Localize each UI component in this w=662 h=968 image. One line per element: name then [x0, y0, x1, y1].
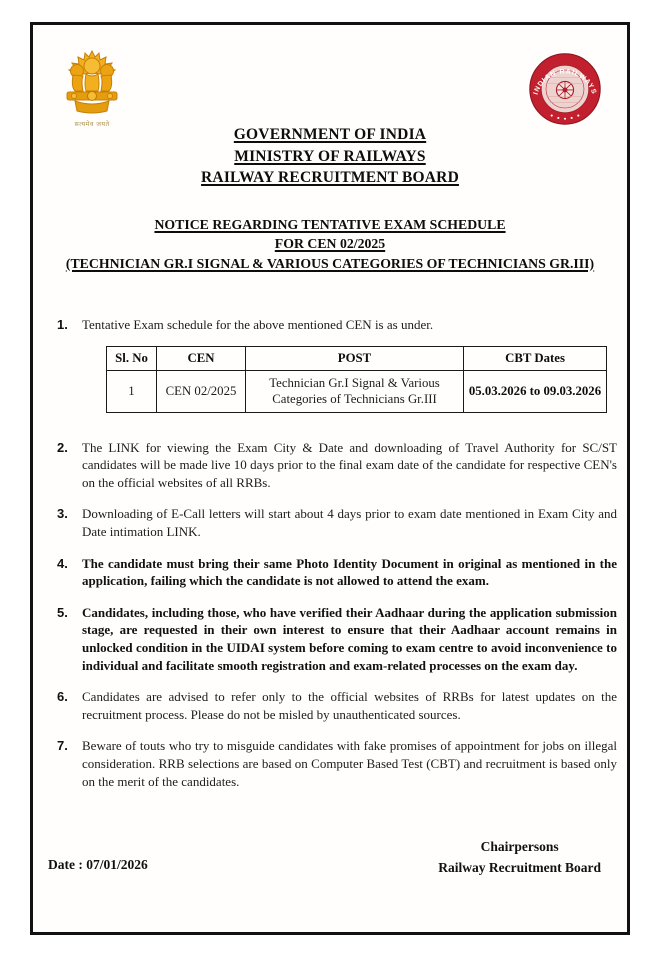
item-number: 2.	[57, 439, 68, 455]
emblem-caption: सत्यमेव जयते	[74, 120, 110, 128]
org-line-board: RAILWAY RECRUITMENT BOARD	[201, 169, 459, 186]
signature-block	[438, 836, 601, 878]
cell-cbt-dates: 05.03.2026 to 09.03.2026	[464, 370, 607, 412]
item-text: Beware of touts who try to misguide candidates with fake promises of appointment for jobs on illegal consideration. RRB selections are based on Computer Based Test (CBT) and recruitment is based only on the merit of the candidates.	[82, 738, 617, 789]
item-number: 6.	[57, 689, 68, 705]
document-footer	[33, 836, 627, 878]
item-number: 3.	[57, 506, 68, 522]
svg-text:INDIAN RAILWAYS: INDIAN RAILWAYS	[532, 68, 598, 96]
indian-railways-seal-icon	[527, 68, 603, 131]
list-item-6	[57, 688, 617, 723]
notice-title	[33, 215, 627, 274]
notice-title-line3: (TECHNICIAN GR.I SIGNAL & VARIOUS CATEGORIES OF TECHNICIANS GR.III)	[65, 255, 595, 271]
notice-title-line1: NOTICE REGARDING TENTATIVE EXAM SCHEDULE	[154, 216, 506, 232]
document-page	[30, 22, 630, 935]
item-text: Candidates, including those, who have verified their Aadhaar during the application submission stage, are requested in their own interest to ensure that their Aadhaar account remains in unlocked condition in the UIDAI system before coming to exam centre to avoid inconvenience to individual and facilitate smooth registration and exam-related processes on the exam day.	[82, 604, 617, 673]
notice-body	[33, 316, 627, 790]
item-number: 7.	[57, 738, 68, 754]
list-item-7	[57, 737, 617, 790]
cell-cen: CEN 02/2025	[157, 370, 246, 412]
item-text: The LINK for viewing the Exam City & Date and downloading of Travel Authority for SC/ST candidates will be made live 10 days prior to the final exam date of the candidate for respective CEN's on the official websites of all RRBs.	[82, 439, 617, 490]
col-header-cbt-dates: CBT Dates	[464, 346, 607, 370]
item-number: 4.	[57, 555, 68, 571]
item-number: 1.	[57, 317, 68, 332]
org-line-ministry: MINISTRY OF RAILWAYS	[234, 147, 426, 165]
table-row	[107, 370, 607, 412]
item-text: The candidate must bring their same Photo Identity Document in original as mentioned in the application, failing which the candidate is not allowed to attend the exam.	[82, 555, 617, 589]
list-item-5	[57, 604, 617, 674]
cell-slno: 1	[107, 370, 157, 412]
signature-title: Chairpersons	[480, 839, 559, 855]
exam-schedule-table	[106, 346, 607, 413]
list-item-1	[57, 316, 617, 334]
item-text: Tentative Exam schedule for the above mentioned CEN is as under.	[82, 317, 434, 332]
national-emblem-logo	[59, 49, 125, 129]
list-item-4	[57, 555, 617, 590]
org-line-government: GOVERNMENT OF INDIA	[233, 126, 427, 143]
list-item-2	[57, 439, 617, 492]
col-header-cen: CEN	[157, 346, 246, 370]
item-text: Downloading of E-Call letters will start about 4 days prior to exam date mentioned in Exam City and Date intimation LINK.	[82, 506, 617, 539]
cell-post: Technician Gr.I Signal & Various Categories of Technicians Gr.III	[246, 370, 464, 412]
item-text: Candidates are advised to refer only to the official websites of RRBs for latest updates on the recruitment process. Please do not be misled by unauthenticated sources.	[82, 689, 617, 722]
item-number: 5.	[57, 604, 68, 620]
col-header-post: POST	[246, 346, 464, 370]
notice-title-line2: FOR CEN 02/2025	[274, 236, 386, 251]
col-header-slno: Sl. No	[107, 346, 157, 370]
table-header-row	[107, 346, 607, 370]
list-item-3	[57, 505, 617, 540]
ashoka-emblem-icon	[61, 102, 123, 119]
indian-railways-logo	[527, 51, 603, 127]
notice-date: Date : 07/01/2026	[48, 857, 148, 873]
signature-org: Railway Recruitment Board	[438, 860, 601, 876]
